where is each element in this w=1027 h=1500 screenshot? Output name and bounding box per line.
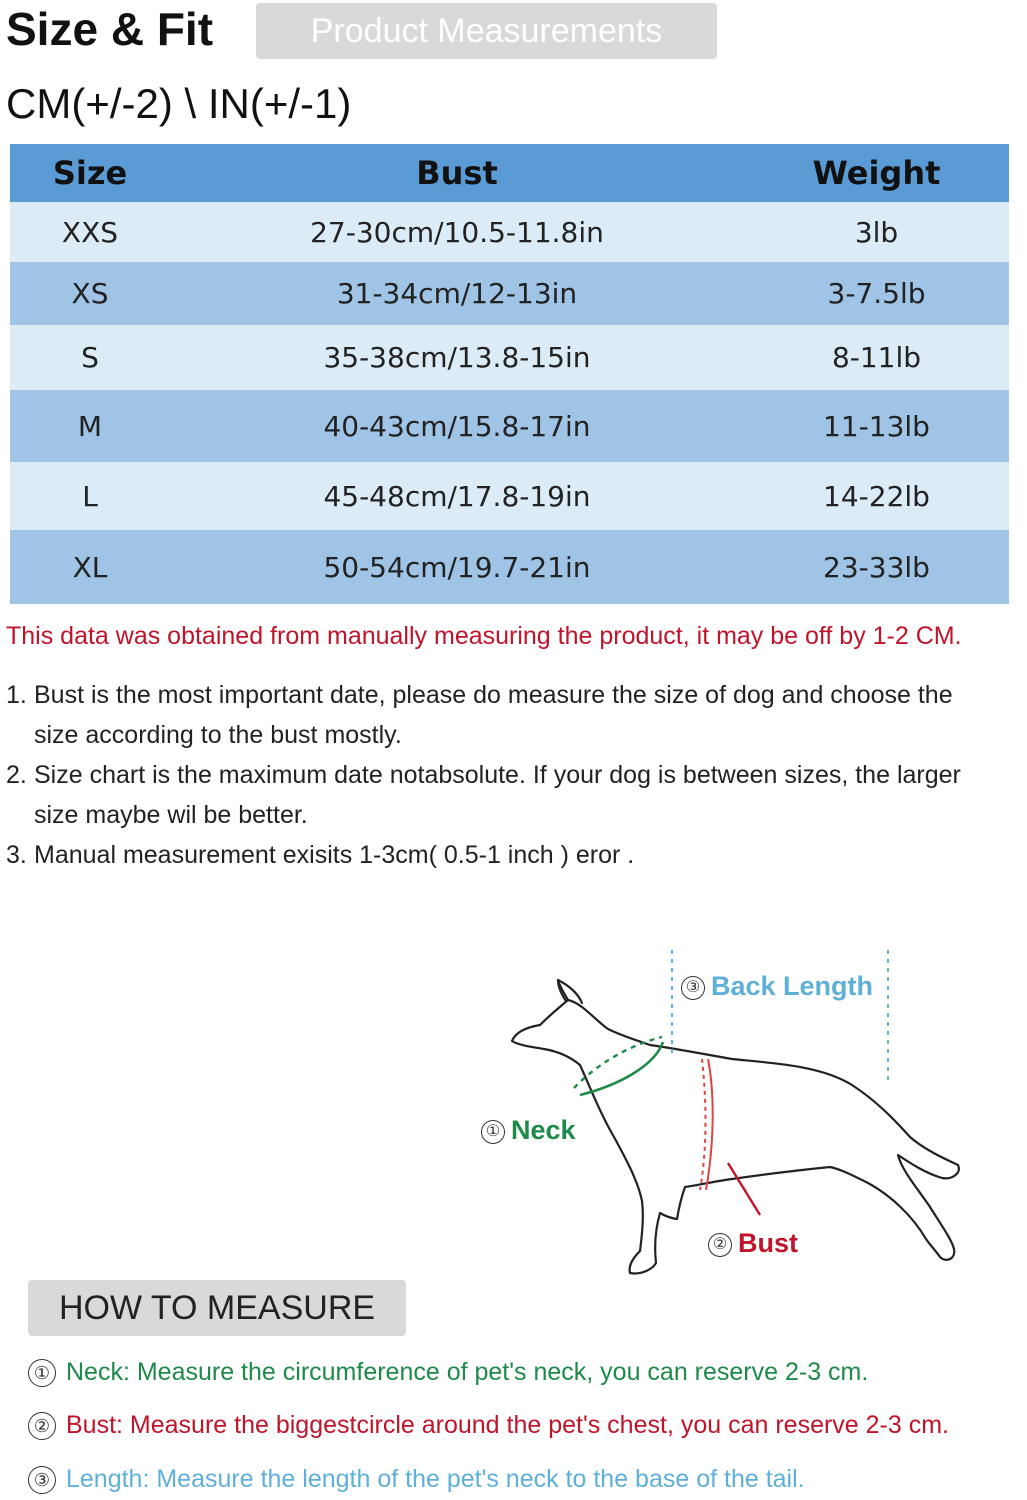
column-header-weight: Weight — [744, 144, 1009, 202]
step-one-marker-icon: ① — [28, 1359, 56, 1387]
note-text: Bust is the most important date, please do measure the size of dog and choose the — [34, 681, 953, 709]
step-two-marker-icon: ② — [708, 1233, 732, 1257]
bust-cell: 50-54cm/19.7-21in — [170, 530, 744, 604]
weight-cell: 3lb — [744, 202, 1009, 262]
table-row — [10, 390, 1009, 462]
bust-measure-icon — [700, 1059, 760, 1215]
bust-cell: 31-34cm/12-13in — [170, 262, 744, 325]
step-three-marker-icon: ③ — [681, 976, 705, 1000]
table-row — [10, 262, 1009, 325]
note-text-continued: size maybe wil be better. — [34, 801, 308, 829]
column-header-size: Size — [10, 144, 170, 202]
note-number: 2. — [6, 761, 27, 789]
instruction-text: Length: Measure the length of the pet's neck to the base of the tail. — [66, 1465, 805, 1493]
note-item — [6, 675, 1026, 755]
note-item — [6, 835, 1026, 875]
table-row — [10, 325, 1009, 390]
table-row — [10, 202, 1009, 262]
size-cell: L — [10, 462, 170, 530]
bust-cell: 40-43cm/15.8-17in — [170, 390, 744, 462]
instruction-text: Neck: Measure the circumference of pet's neck, you can reserve 2-3 cm. — [66, 1358, 869, 1386]
instruction-bust — [28, 1411, 949, 1440]
note-text-continued: size according to the bust mostly. — [34, 721, 402, 749]
bust-label — [708, 1228, 798, 1259]
size-cell: S — [10, 325, 170, 390]
weight-cell: 23-33lb — [744, 530, 1009, 604]
table-header-row — [10, 144, 1009, 202]
page-title: Size & Fit — [6, 3, 214, 55]
instruction-neck — [28, 1358, 868, 1387]
weight-cell: 14-22lb — [744, 462, 1009, 530]
weight-cell: 8-11lb — [744, 325, 1009, 390]
size-cell: XL — [10, 530, 170, 604]
instruction-length — [28, 1465, 805, 1494]
bust-cell: 35-38cm/13.8-15in — [170, 325, 744, 390]
measurement-disclaimer: This data was obtained from manually measuring the product, it may be off by 1-2 CM. — [6, 622, 962, 650]
instruction-text: Bust: Measure the biggestcircle around the pet's chest, you can reserve 2-3 cm. — [66, 1411, 949, 1439]
product-measurements-badge: Product Measurements — [256, 3, 717, 59]
note-text: Manual measurement exisits 1-3cm( 0.5-1 inch ) eror . — [34, 841, 635, 869]
table-row — [10, 462, 1009, 530]
step-two-marker-icon: ② — [28, 1412, 56, 1440]
bust-cell: 27-30cm/10.5-11.8in — [170, 202, 744, 262]
note-item — [6, 755, 1026, 835]
neck-label — [481, 1115, 576, 1146]
note-number: 3. — [6, 841, 27, 869]
weight-cell: 3-7.5lb — [744, 262, 1009, 325]
back-length-label-text: Back Length — [711, 971, 874, 1001]
bust-cell: 45-48cm/17.8-19in — [170, 462, 744, 530]
step-one-marker-icon: ① — [481, 1120, 505, 1144]
tolerance-label: CM(+/-2) \ IN(+/-1) — [6, 80, 352, 127]
how-to-measure-heading: HOW TO MEASURE — [28, 1280, 406, 1336]
bust-label-text: Bust — [738, 1228, 798, 1258]
table-row — [10, 530, 1009, 604]
step-three-marker-icon: ③ — [28, 1466, 56, 1494]
size-cell: XXS — [10, 202, 170, 262]
size-cell: M — [10, 390, 170, 462]
neck-label-text: Neck — [511, 1115, 576, 1145]
size-chart-table — [10, 144, 1009, 604]
size-cell: XS — [10, 262, 170, 325]
column-header-bust: Bust — [170, 144, 744, 202]
note-text: Size chart is the maximum date notabsolute. If your dog is between sizes, the larger — [34, 761, 961, 789]
back-length-label — [681, 971, 873, 1002]
note-number: 1. — [6, 681, 27, 709]
weight-cell: 11-13lb — [744, 390, 1009, 462]
